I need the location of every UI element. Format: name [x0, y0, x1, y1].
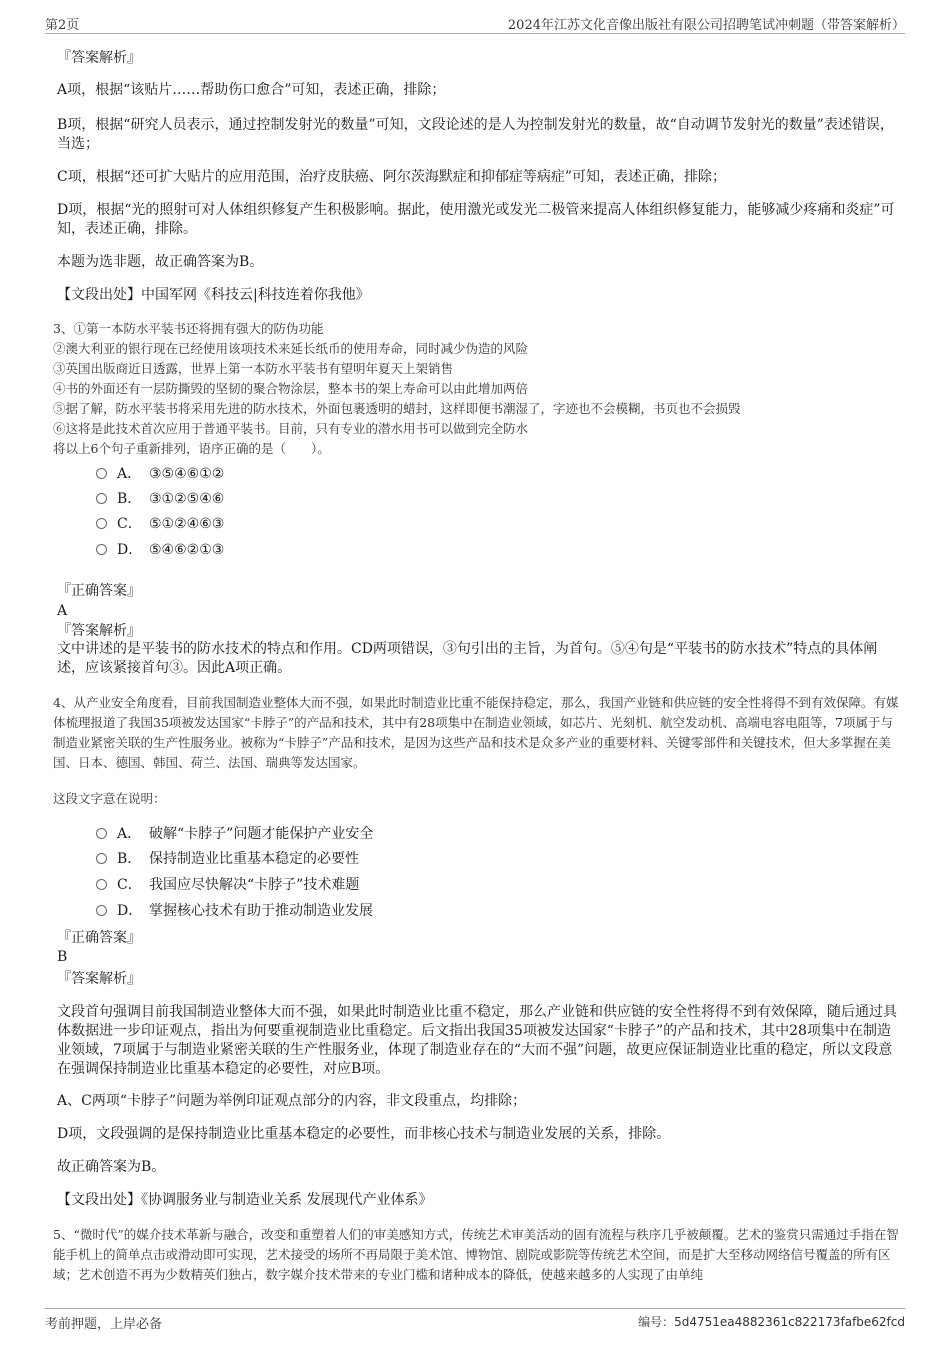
radio-icon[interactable]: [96, 879, 107, 890]
q2-explain-label: 『答案解析』: [57, 50, 141, 66]
q2-explain-b: B项，根据“研究人员表示，通过控制发射光的数量”可知，文段论述的是人为控制发射光的数量，故“自动调节发射光的数量”表述错误，当选；: [57, 117, 894, 152]
q3-answer-label: 『正确答案』: [57, 583, 141, 599]
radio-icon[interactable]: [96, 493, 107, 504]
q4-explain-label: 『答案解析』: [57, 971, 141, 987]
q3-answer: A: [57, 603, 68, 619]
q3-option-c[interactable]: C． ⑤①②④⑥③: [96, 515, 224, 533]
q4-explain-d: D项，文段强调的是保持制造业比重基本稳定的必要性，而非核心技术与制造业发展的关系，排除。: [57, 1126, 671, 1142]
q2-explain-d: D项，根据“光的照射可对人体组织修复产生积极影响。据此，使用激光或发光二极管来提高人体组织修复能力，能够减少疼痛和炎症”可知，表述正确，排除。: [57, 202, 895, 237]
document-title: 2024年江苏文化音像出版社有限公司招聘笔试冲刺题（带答案解析）: [507, 18, 905, 33]
q3-explain-label: 『答案解析』: [57, 623, 141, 639]
page-number: 第2页: [45, 18, 80, 33]
footer-divider: [45, 1308, 905, 1309]
q3-option-a[interactable]: A． ③⑤④⑥①②: [96, 465, 224, 483]
q4-explain: 文段首句强调目前我国制造业整体大而不强，如果此时制造业比重不稳定，那么产业链和供应链的安全性将得不到有效保障，随后通过具体数据进一步印证观点，指出为何要重视制造业比重稳定。后文指出我国35项被发达国家“卡脖子”的产品和技术，其中28项集中在制造业领域，7项属于与制造业紧密关联的生产性服务业，体现了制造业存在的“大而不强”问题，故更应保证制造业比重的稳定，所以文段意在强调保持制造业比重基本稳定的必要性，对应B项。: [57, 1004, 897, 1077]
header-divider: [45, 33, 905, 34]
radio-icon[interactable]: [96, 853, 107, 864]
q4-option-b[interactable]: B． 保持制造业比重基本稳定的必要性: [96, 850, 359, 868]
radio-icon[interactable]: [96, 905, 107, 916]
q4-source: 【文段出处】《协调服务业与制造业关系 发展现代产业体系》: [57, 1192, 433, 1208]
radio-icon[interactable]: [96, 544, 107, 555]
radio-icon[interactable]: [96, 468, 107, 479]
q3-question: 将以上6个句子重新排列，语序正确的是（ ）。: [53, 441, 330, 456]
q4-answer-label: 『正确答案』: [57, 930, 141, 946]
q3-option-b[interactable]: B． ③①②⑤④⑥: [96, 490, 224, 508]
q3-option-d[interactable]: D． ⑤④⑥②①③: [96, 541, 224, 559]
q3-line: ④书的外面还有一层防撕毁的坚韧的聚合物涂层，整本书的架上寿命可以由此增加两倍: [53, 381, 529, 396]
q3-stem: [53, 319, 902, 459]
q4-question: 这段文字意在说明：: [53, 791, 166, 806]
q4-option-d[interactable]: D． 掌握核心技术有助于推动制造业发展: [96, 902, 373, 920]
q2-explain-c: C项，根据“还可扩大贴片的应用范围，治疗皮肤癌、阿尔茨海默症和抑郁症等病症”可知，表述正确，排除；: [57, 169, 727, 185]
q3-line: ⑤据了解，防水平装书将采用先进的防水技术，外面包裹透明的蜡封，这样即便书潮湿了，字迹也不会模糊，书页也不会损毁: [53, 401, 741, 416]
page-header: [45, 14, 905, 32]
q4-option-a[interactable]: A． 破解“卡脖子”问题才能保护产业安全: [96, 825, 373, 843]
q4-conclusion: 故正确答案为B。: [57, 1159, 166, 1175]
q2-source: 【文段出处】中国军网《科技云|科技连着你我他》: [57, 287, 370, 303]
q4-option-c[interactable]: C． 我国应尽快解决“卡脖子”技术难题: [96, 876, 359, 894]
q3-explain: 文中讲述的是平装书的防水技术的特点和作用。CD两项错误，③句引出的主旨，为首句。⑤④句是“平装书的防水技术”特点的具体阐述，应该紧接首句③。因此A项正确。: [57, 641, 878, 676]
radio-icon[interactable]: [96, 828, 107, 839]
q3-line: ⑥这将是此技术首次应用于普通平装书。目前，只有专业的潜水用书可以做到完全防水: [53, 421, 529, 436]
q4-explain-ac: A、C两项“卡脖子”问题为举例印证观点部分的内容，非文段重点，均排除；: [57, 1093, 527, 1109]
q3-line: 3、①第一本防水平装书还将拥有强大的防伪功能: [53, 321, 324, 336]
q2-explain-a: A项，根据“该贴片……帮助伤口愈合”可知，表述正确，排除；: [57, 82, 446, 98]
q4-answer: B: [57, 949, 68, 965]
document-code: 编号：5d4751ea4882361c822173fafbe62fcd: [638, 1315, 905, 1329]
q5-stem: 5、“微时代”的媒介技术革新与融合，改变和重塑着人们的审美感知方式，传统艺术审美活动的固有流程与秩序几乎被颠覆。艺术的鉴赏只需通过手指在智能手机上的简单点击或滑动即可实现，艺术接受的场所不再局限于美术馆、博物馆、剧院或影院等传统艺术空间，而是扩大至移动网络信号覆盖的所有区域；艺术创造不再为少数精英们独占，数字媒介技术带来的专业门槛和诸种成本的降低，使越来越多的人实现了由单纯: [53, 1227, 899, 1282]
q4-stem: 4、从产业安全角度看，目前我国制造业整体大而不强，如果此时制造业比重不能保持稳定，那么，我国产业链和供应链的安全性将得不到有效保障。有媒体梳理报道了我国35项被发达国家“卡脖子”的产品和技术，其中有28项集中在制造业领域，如芯片、光刻机、航空发动机、高端电容电阻等，7项属于与制造业紧密关联的生产性服务业。被称为“卡脖子”产品和技术，是因为这些产品和技术是众多产业的重要材料、关键零部件和关键技术，但大多掌握在美国、日本、德国、韩国、荷兰、法国、瑞典等发达国家。: [53, 695, 899, 770]
q3-line: ②澳大利亚的银行现在已经使用该项技术来延长纸币的使用寿命，同时减少伪造的风险: [53, 341, 529, 356]
radio-icon[interactable]: [96, 518, 107, 529]
q3-line: ③英国出版商近日透露，世界上第一本防水平装书有望明年夏天上架销售: [53, 361, 454, 376]
q2-conclusion: 本题为选非题，故正确答案为B。: [57, 254, 264, 270]
footer-motto: 考前押题，上岸必备: [45, 1317, 163, 1332]
